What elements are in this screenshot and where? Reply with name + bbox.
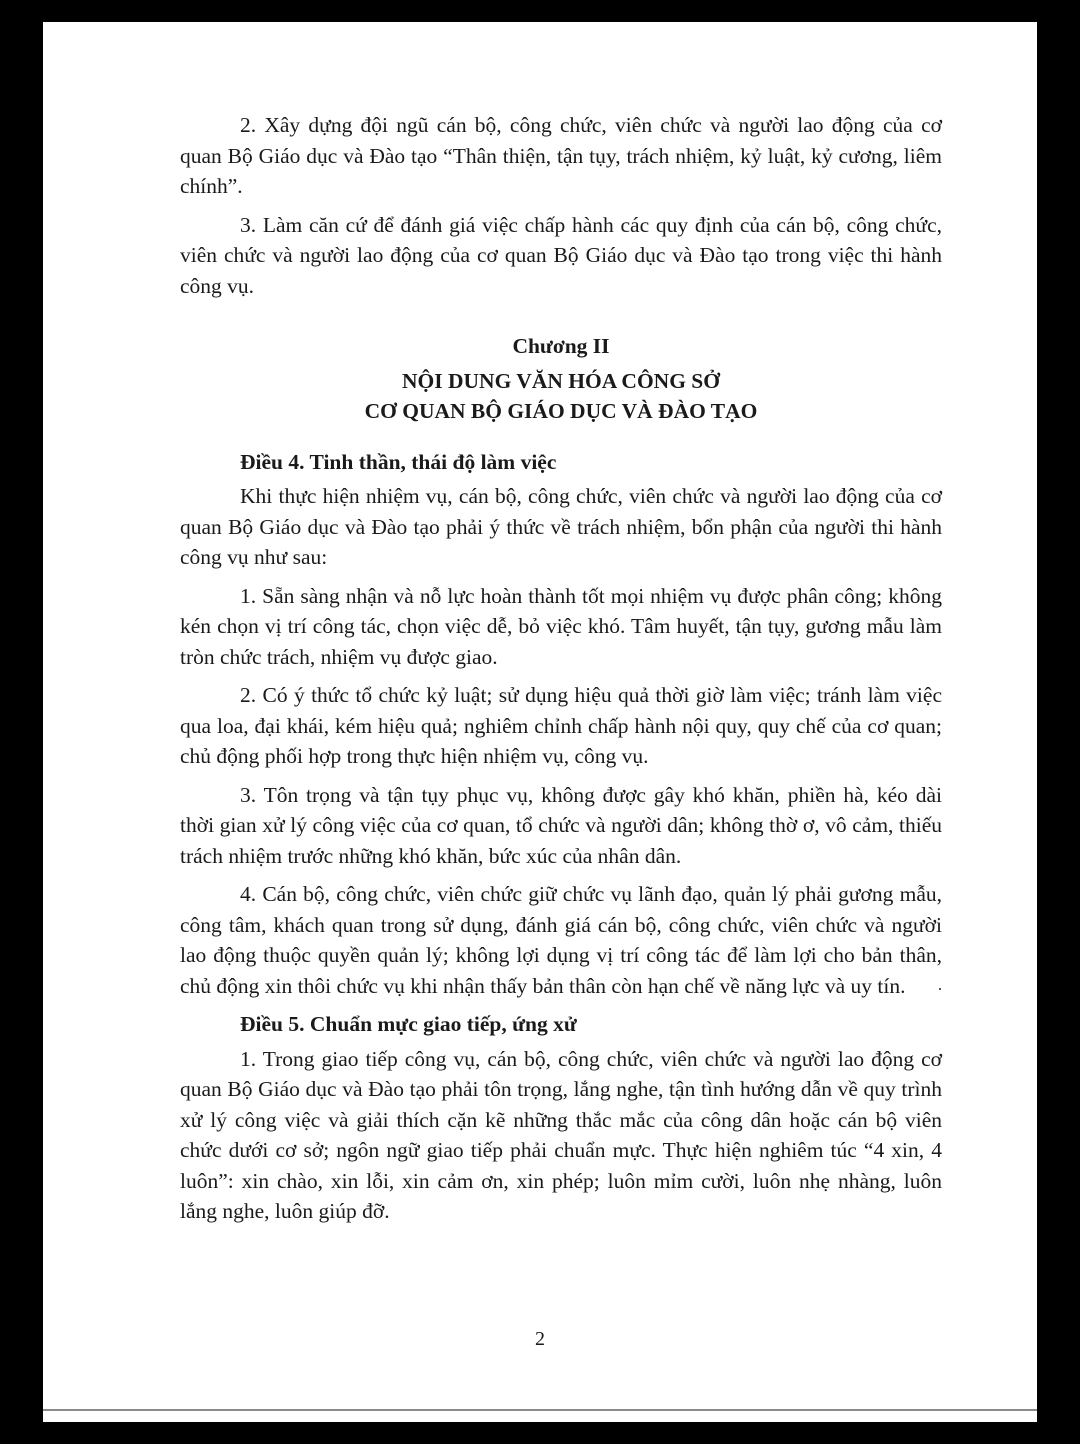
article-4-item-2: 2. Có ý thức tổ chức kỷ luật; sử dụng hiệu quả thời giờ làm việc; tránh làm việc qua loa, đại khái, kém hiệu quả; nghiêm chỉnh chấp hành nội quy, quy chế của cơ quan; chủ động phối hợp trong thực hiện nhiệm vụ, công vụ. bbox=[180, 683, 942, 768]
article-4-intro: Khi thực hiện nhiệm vụ, cán bộ, công chức, viên chức và người lao động của cơ quan Bộ Giáo dục và Đào tạo phải ý thức về trách nhiệm, bổn phận của người thi hành công vụ như sau: bbox=[180, 484, 942, 569]
article-4-item-3: 3. Tôn trọng và tận tụy phục vụ, không được gây khó khăn, phiền hà, kéo dài thời gian xử lý công việc của cơ quan, tổ chức và người dân; không thờ ơ, vô cảm, thiếu trách nhiệm trước những khó khăn, bức xúc của nhân dân. bbox=[180, 782, 942, 868]
page-number: 2 bbox=[535, 1328, 545, 1350]
article-4-heading: Điều 4. Tinh thần, thái độ làm việc bbox=[240, 449, 557, 474]
chapter-title-line-1: NỘI DUNG VĂN HÓA CÔNG SỞ bbox=[402, 368, 720, 393]
document-page bbox=[43, 22, 1037, 1422]
article-5-item-1: 1. Trong giao tiếp công vụ, cán bộ, công chức, viên chức và người lao động cơ quan Bộ Giáo dục và Đào tạo phải tôn trọng, lắng nghe, tận tình hướng dẫn về quy trình xử lý công việc và giải thích cặn kẽ những thắc mắc của công dân hoặc cán bộ viên chức dưới cơ sở; ngôn ngữ giao tiếp phải chuẩn mực. Thực hiện nghiêm túc “4 xin, 4 luôn”: xin chào, xin lỗi, xin cảm ơn, xin phép; luôn mỉm cười, luôn nhẹ nhàng, luôn lắng nghe, luôn giúp đỡ. bbox=[180, 1046, 942, 1223]
page-bottom-rule bbox=[43, 1409, 1037, 1411]
page-body bbox=[180, 110, 942, 1235]
article-4-item-4: 4. Cán bộ, công chức, viên chức giữ chức vụ lãnh đạo, quản lý phải gương mẫu, công tâm, khách quan trong sử dụng, đánh giá cán bộ, công chức, viên chức và người lao động thuộc quyền quản lý; không lợi dụng vị trí công tác để làm lợi cho bản thân, chủ động xin thôi chức vụ khi nhận thấy bản thân còn hạn chế về năng lực và uy tín. bbox=[180, 882, 942, 998]
article-4-item-1: 1. Sẵn sàng nhận và nỗ lực hoàn thành tốt mọi nhiệm vụ được phân công; không kén chọn vị trí công tác, chọn việc dễ, bỏ việc khó. Tâm huyết, tận tụy, gương mẫu làm tròn chức trách, nhiệm vụ được giao. bbox=[180, 583, 942, 669]
article-5-heading: Điều 5. Chuẩn mực giao tiếp, ứng xử bbox=[240, 1012, 577, 1036]
paragraph-purpose-2: 2. Xây dựng đội ngũ cán bộ, công chức, viên chức và người lao động của cơ quan Bộ Giáo dục và Đào tạo “Thân thiện, tận tụy, trách nhiệm, kỷ luật, kỷ cương, liêm chính”. bbox=[180, 113, 942, 198]
chapter-title-line-2: CƠ QUAN BỘ GIÁO DỤC VÀ ĐÀO TẠO bbox=[364, 399, 758, 423]
paragraph-purpose-3: 3. Làm căn cứ để đánh giá việc chấp hành các quy định của cán bộ, công chức, viên chức và người lao động của cơ quan Bộ Giáo dục và Đào tạo trong việc thi hành công vụ. bbox=[180, 212, 942, 298]
chapter-label: Chương II bbox=[512, 334, 610, 358]
scan-speck bbox=[939, 988, 941, 990]
